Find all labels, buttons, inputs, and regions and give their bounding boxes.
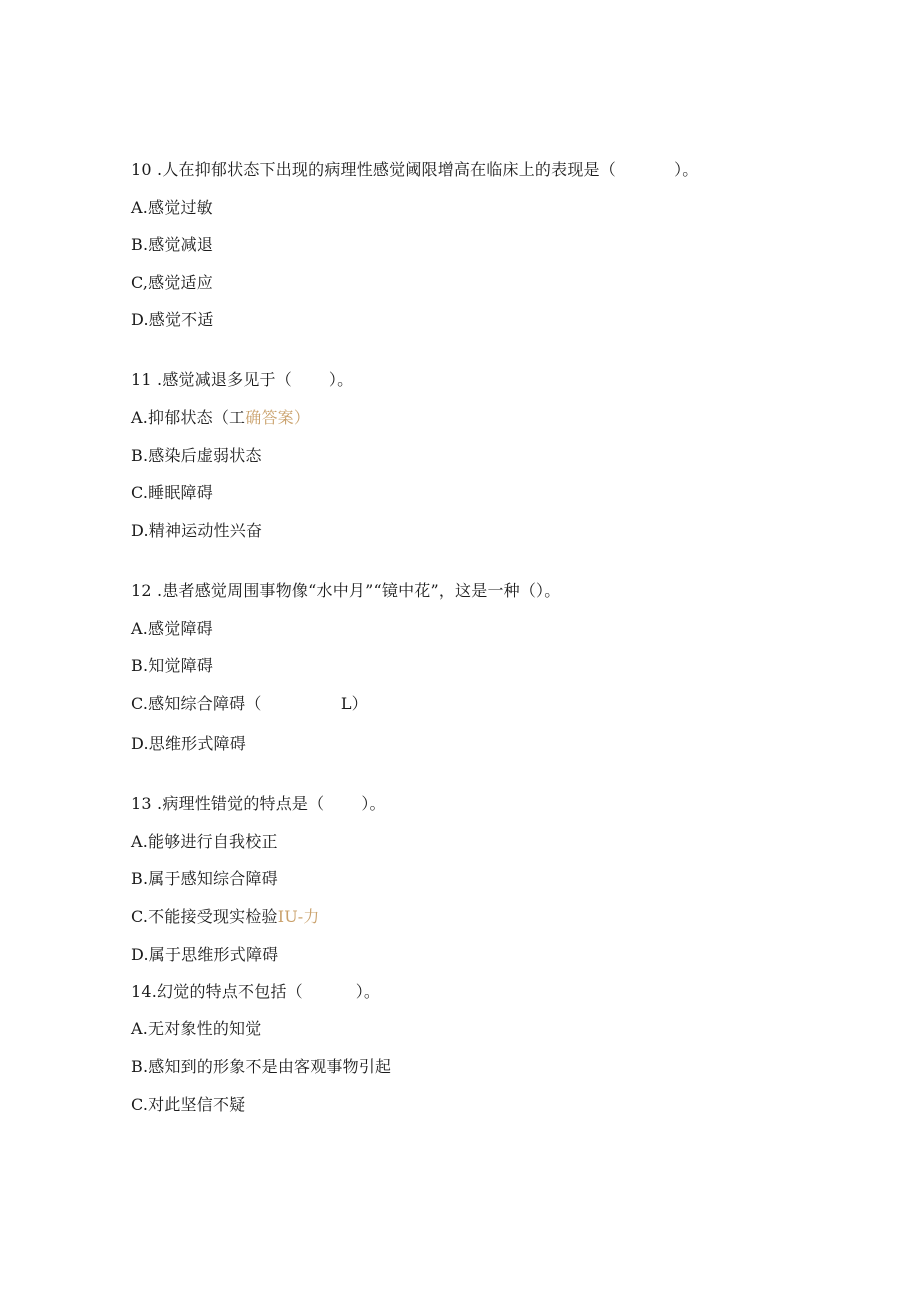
question-12-option-d: D.思维形式障碍 xyxy=(131,734,246,753)
question-10-option-c: C,感觉适应 xyxy=(131,273,213,292)
question-13-option-c-text: C.不能接受现实检验 xyxy=(131,907,278,926)
question-14-option-c: C.对此坚信不疑 xyxy=(131,1095,246,1114)
question-13-option-a: A.能够进行自我校正 xyxy=(131,832,278,851)
question-12-option-a: A.感觉障碍 xyxy=(131,619,213,638)
question-11-option-d: D.精神运动性兴奋 xyxy=(131,521,263,540)
question-12-stem: 12 .患者感觉周围事物像“水中月”“镜中花”，这是一种（）。 xyxy=(131,581,561,600)
question-11-stem: 11 .感觉减退多见于（ ）。 xyxy=(131,370,354,389)
question-10-option-a: A.感觉过敏 xyxy=(131,198,213,217)
question-13-option-b: B.属于感知综合障碍 xyxy=(131,869,278,888)
question-13-option-c xyxy=(131,907,320,927)
question-11-option-a xyxy=(131,408,310,428)
question-12-option-c: C.感知综合障碍（ L） xyxy=(131,694,368,713)
question-13-stem: 13 .病理性错觉的特点是（ ）。 xyxy=(131,794,386,813)
question-11-option-b: B.感染后虚弱状态 xyxy=(131,446,262,465)
answer-annotation: IU-力 xyxy=(277,907,320,926)
question-11-option-a-text: A.抑郁状态（工 xyxy=(131,408,246,427)
question-13-option-d: D.属于思维形式障碍 xyxy=(131,945,279,964)
question-14-option-a: A.无对象性的知觉 xyxy=(131,1019,262,1038)
question-12-option-b: B.知觉障碍 xyxy=(131,656,214,675)
question-10-option-b: B.感觉减退 xyxy=(131,235,214,254)
question-10-option-d: D.感觉不适 xyxy=(131,310,214,329)
question-10-stem: 10 .人在抑郁状态下出现的病理性感觉阈限增高在临床上的表现是（ ）。 xyxy=(131,160,699,179)
question-14-stem: 14.幻觉的特点不包括（ ）。 xyxy=(131,982,381,1001)
answer-annotation: 确答案） xyxy=(245,408,311,427)
question-14-option-b: B.感知到的形象不是由客观事物引起 xyxy=(131,1057,392,1076)
question-11-option-c: C.睡眠障碍 xyxy=(131,483,213,502)
